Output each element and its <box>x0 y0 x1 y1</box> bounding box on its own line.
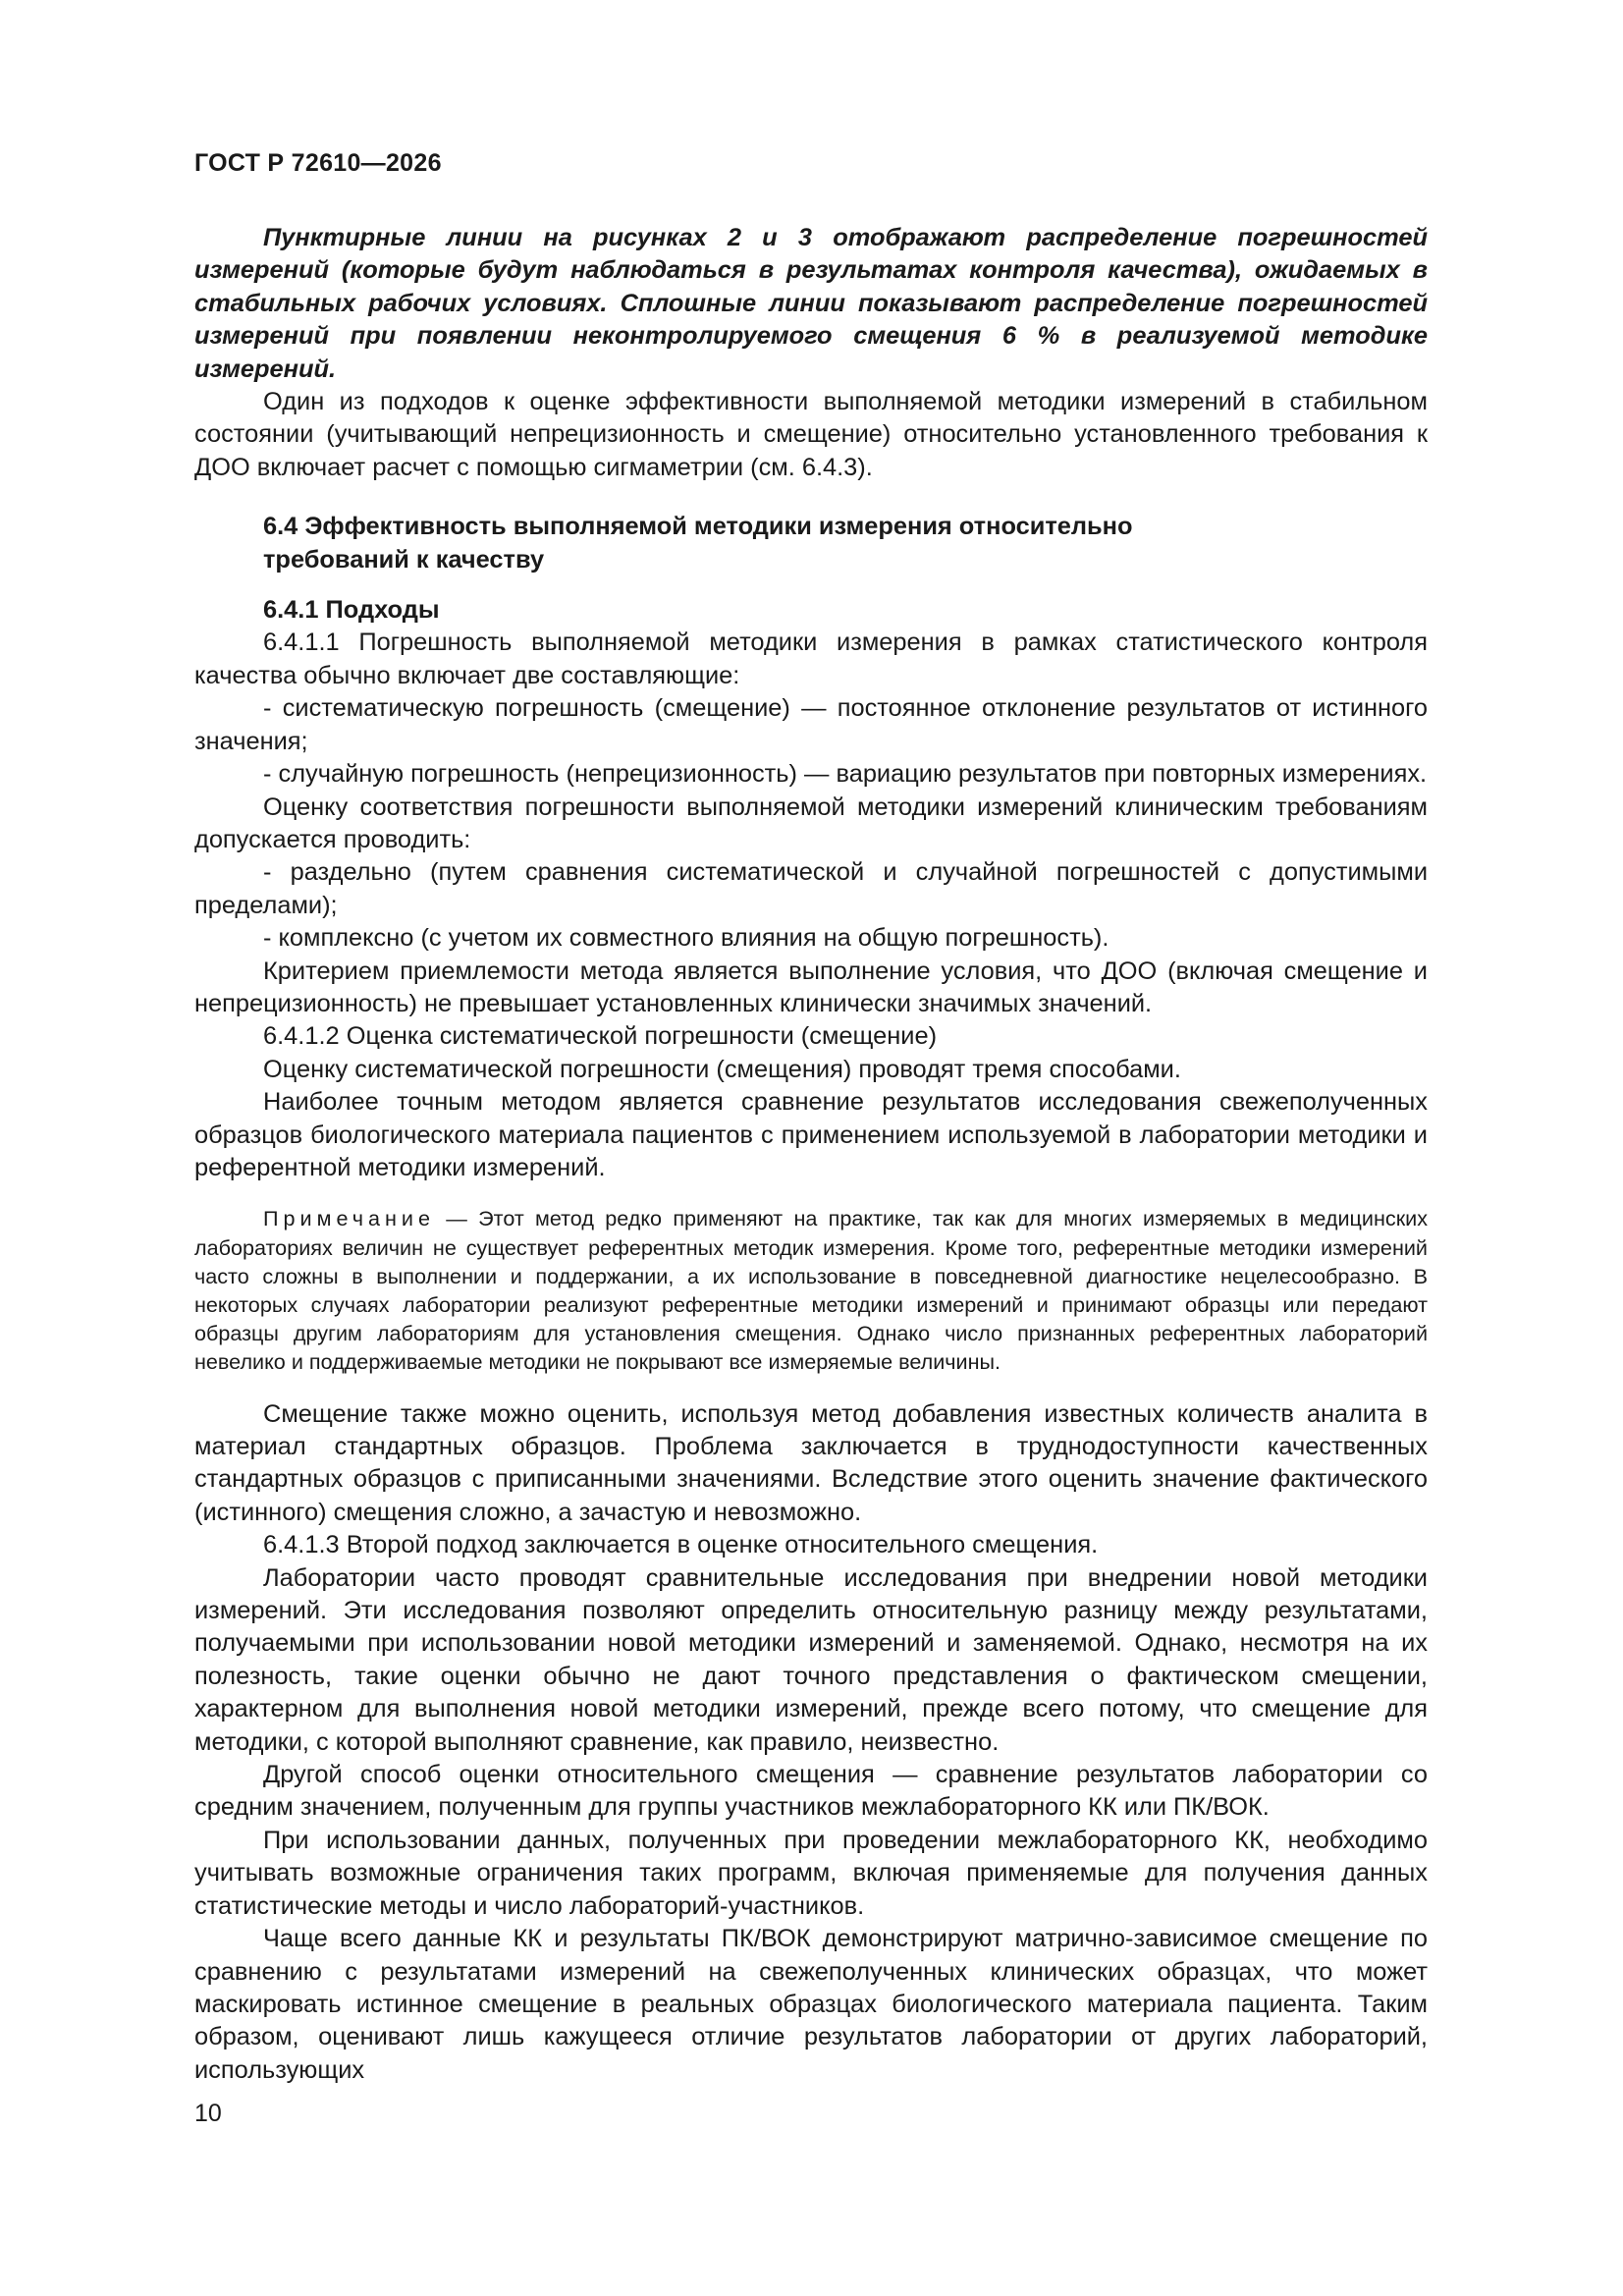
list-item-systematic-error: - систематическую погрешность (смещение) — постоянное отклонение результатов от истинного значения; <box>194 694 1428 755</box>
list-item-separate: - раздельно (путем сравнения систематической и случайной погрешностей с допустимыми пределами); <box>194 858 1428 919</box>
paragraph-6-4-1-1: 6.4.1.1 Погрешность выполняемой методики измерения в рамках статистического контроля качества обычно включает две составляющие: <box>194 629 1428 689</box>
document-code-header: ГОСТ Р 72610—2026 <box>194 149 442 177</box>
paragraph-limitations: При использовании данных, полученных при проведении межлабораторного КК, необходимо учитывать возможные ограничения таких программ, включая применяемые для получения данных статистические методы и число лабораторий-участников. <box>194 1826 1428 1920</box>
paragraph-6-4-1-2: 6.4.1.2 Оценка систематической погрешности (смещение) <box>263 1022 938 1051</box>
note-text: — Этот метод редко применяют на практике, так как для многих измеряемых в медицинских лабораториях величин не существует референтных методик измерения. Кроме того, референтные методики измерений часто сложны в выполнении и поддержании, а их использование в повседневной диагностике нецелесообразно. В некоторых случаях лаборатории реализуют референтные методики измерений и принимают образцы или передают образцы другим лабораториям для установления смещения. Однако число признанных референтных лабораторий невелико и поддерживаемые методики не покрывают все измеряемые величины. <box>194 1206 1428 1375</box>
paragraph-matrix-bias: Чаще всего данные КК и результаты ПК/ВОК демонстрируют матрично-зависимое смещение по сравнению с результатами измерений на свежеполученных клинических образцах, что может маскировать истинное смещение в реальных образцах биологического материала пациента. Таким образом, оценивают лишь кажущееся отличие результатов лаборатории от других лабораторий, использующих <box>194 1925 1428 2084</box>
note-label: Примечание <box>263 1206 435 1231</box>
paragraph-three-ways: Оценку систематической погрешности (смещения) проводят тремя способами. <box>263 1055 1181 1083</box>
paragraph-other-way: Другой способ оценки относительного смещения — сравнение результатов лаборатории со средним значением, полученным для группы участников межлабораторного КК или ПК/ВОК. <box>194 1761 1428 1822</box>
paragraph-most-accurate: Наиболее точным методом является сравнение результатов исследования свежеполученных образцов биологического материала пациентов с применением используемой в лаборатории методики и референтной методики измерений. <box>194 1088 1428 1181</box>
list-item-complex: - комплексно (с учетом их совместного влияния на общую погрешность). <box>263 924 1109 953</box>
paragraph-addition-method: Смещение также можно оценить, используя метод добавления известных количеств аналита в материал стандартных образцов. Проблема заключается в труднодоступности качественных стандартных образцов с приписанными значениями. Вследствие этого оценить значение фактического (истинного) смещения сложно, а зачастую и невозможно. <box>194 1399 1428 1526</box>
paragraph-sigma-approach: Один из подходов к оценке эффективности выполняемой методики измерений в стабильном состоянии (учитывающий непрецизионность и смещение) относительно установленного требования к ДОО включает расчет с помощью сигмаметрии (см. 6.4.3). <box>194 388 1428 481</box>
paragraph-criterion: Критерием приемлемости метода является выполнение условия, что ДОО (включая смещение и непрецизионность) не превышает установленных клинически значимых значений. <box>194 957 1428 1017</box>
document-body <box>194 222 1428 2087</box>
paragraph-assessment: Оценку соответствия погрешности выполняемой методики измерений клиническим требованиям допускается проводить: <box>194 793 1428 853</box>
paragraph-6-4-1-3: 6.4.1.3 Второй подход заключается в оценке относительного смещения. <box>263 1531 1099 1559</box>
paragraph-comparative-studies: Лаборатории часто проводят сравнительные исследования при внедрении новой методики измерений. Эти исследования позволяют определить относительную разницу между результатами, получаемыми при использовании новой методики измерений и заменяемой. Однако, несмотря на их полезность, такие оценки обычно не дают точного представления о фактическом смещении, характерном для выполнения новой методики измерений, прежде всего потому, что смещение для методики, с которой выполняют сравнение, как правило, неизвестно. <box>194 1563 1428 1756</box>
section-heading-6-4: 6.4 Эффективность выполняемой методики измерения относительно требований к качеству <box>263 513 1133 574</box>
subsection-heading-6-4-1: 6.4.1 Подходы <box>263 596 440 625</box>
page-number: 10 <box>194 2100 222 2127</box>
list-item-random-error: - случайную погрешность (непрецизионность) — вариацию результатов при повторных измерениях. <box>263 760 1428 789</box>
note-block <box>194 1204 1428 1376</box>
paragraph-figure-lines: Пунктирные линии на рисунках 2 и 3 отображают распределение погрешностей измерений (которые будут наблюдаться в результатах контроля качества), ожидаемых в стабильных рабочих условиях. Сплошные линии показывают распределение погрешностей измерений при появлении неконтролируемого смещения 6 % в реализуемой методике измерений. <box>194 224 1428 383</box>
